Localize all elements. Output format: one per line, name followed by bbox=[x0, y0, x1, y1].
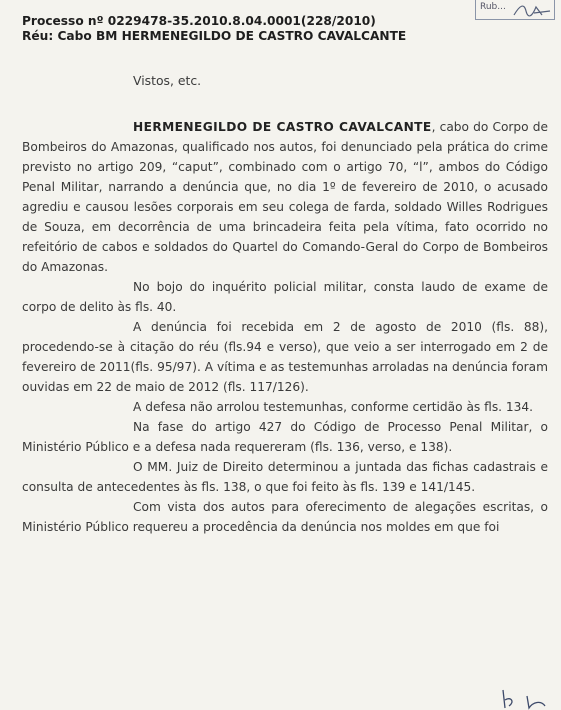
paragraph-4: A defesa não arrolou testemunhas, conforme certidão às fls. 134. bbox=[133, 400, 534, 414]
paragraph-6: O MM. Juiz de Direito determinou a juntada das fichas cadastrais e consulta de antecedentes às fls. 138, o que foi feito às fls. 139 e 141/145. bbox=[22, 460, 548, 494]
document-body bbox=[22, 117, 548, 537]
rubric-label: Rub... bbox=[480, 2, 506, 12]
paragraph-5: Na fase do artigo 427 do Código de Processo Penal Militar, o Ministério Público e a defesa nada requereram (fls. 136, verso, e 138). bbox=[22, 420, 548, 454]
paragraph-1-text: , cabo do Corpo de Bombeiros do Amazonas, qualificado nos autos, foi denunciado pela prática do crime previsto no artigo 209, “caput”, combinado com o artigo 70, “l”, ambos do Código Penal Militar, narrando a denúncia que, no dia 1º de fevereiro de 2010, o acusado agrediu e causou lesões corporais em seu colega de farda, soldado Willes Rodrigues de Souza, em decorrência de uma brincadeira feita pela vítima, fato ocorrido no refeitório de cabos e soldados do Quartel do Comando-Geral do Corpo de Bombeiros do Amazonas. bbox=[22, 120, 548, 274]
defendant-name: HERMENEGILDO DE CASTRO CAVALCANTE bbox=[133, 120, 432, 134]
case-header bbox=[22, 14, 551, 44]
paragraph-3: A denúncia foi recebida em 2 de agosto de 2010 (fls. 88), procedendo-se à citação do réu (fls.94 e verso), que veio a ser interrogado em 2 de fevereiro de 2011(fls. 95/97). A vítima e as testemunhas arroladas na denúncia foram ouvidas em 22 de maio de 2012 (fls. 117/126). bbox=[22, 320, 548, 394]
paragraph-1 bbox=[22, 117, 548, 277]
case-number: Processo nº 0229478-35.2010.8.04.0001(228/2010) bbox=[22, 14, 376, 28]
handwritten-mark-icon bbox=[497, 688, 557, 710]
paragraph-2: No bojo do inquérito policial militar, consta laudo de exame de corpo de delito às fls. 40. bbox=[22, 280, 548, 314]
greeting: Vistos, etc. bbox=[133, 73, 202, 88]
defendant-line: Réu: Cabo BM HERMENEGILDO DE CASTRO CAVALCANTE bbox=[22, 29, 407, 43]
paragraph-7: Com vista dos autos para oferecimento de alegações escritas, o Ministério Público requereu a procedência da denúncia nos moldes em que foi bbox=[22, 500, 548, 534]
